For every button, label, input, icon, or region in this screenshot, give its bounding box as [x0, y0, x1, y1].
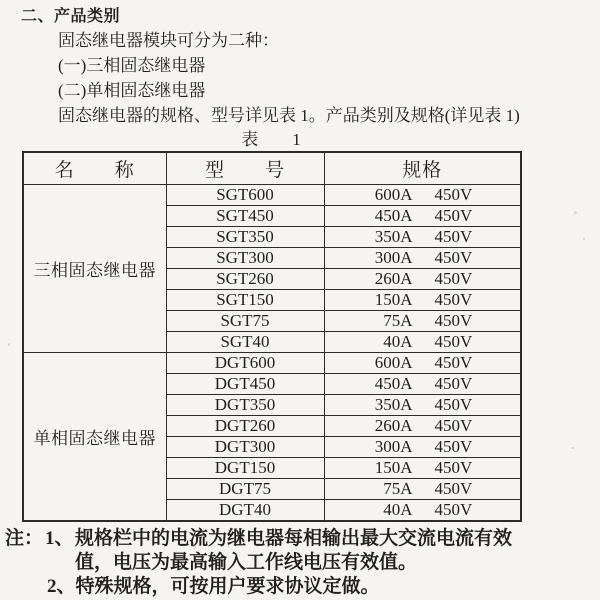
note-number: 1、 — [45, 528, 74, 549]
current-value: 600A — [374, 352, 413, 372]
intro-line: (一)三相固态继电器 — [58, 56, 206, 75]
model-cell: DGT150 — [166, 457, 324, 478]
spec-cell — [324, 436, 521, 457]
voltage-value: 450V — [434, 499, 473, 519]
category-name-cell: 三相固态继电器 — [23, 184, 166, 352]
current-value: 75A — [383, 478, 413, 498]
spec-cell — [324, 310, 521, 331]
voltage-value: 450V — [434, 205, 473, 225]
model-cell: SGT350 — [166, 226, 324, 247]
spec-cell — [324, 499, 521, 521]
spec-cell — [324, 289, 521, 310]
spec-cell — [324, 373, 521, 394]
note-text: 值，电压为最高输入工作线电压有效值。 — [75, 552, 418, 573]
voltage-value: 450V — [434, 352, 473, 372]
current-value: 150A — [374, 457, 413, 477]
current-value: 40A — [383, 331, 413, 351]
note-line — [5, 551, 597, 575]
spec-cell — [324, 205, 521, 226]
voltage-value: 450V — [434, 268, 473, 288]
current-value: 260A — [374, 415, 413, 435]
voltage-value: 450V — [434, 226, 473, 246]
spec-cell — [324, 478, 521, 499]
model-cell: SGT40 — [166, 331, 324, 352]
category-name-cell: 单相固态继电器 — [23, 352, 166, 521]
model-cell: SGT75 — [166, 310, 324, 331]
voltage-value: 450V — [434, 415, 473, 435]
spec-cell — [324, 226, 521, 247]
note-text: 规格栏中的电流为继电器每相输出最大交流电流有效 — [75, 528, 513, 549]
model-cell: DGT300 — [166, 436, 324, 457]
spec-cell — [324, 394, 521, 415]
voltage-value: 450V — [434, 373, 473, 393]
table-row — [23, 184, 521, 205]
table-row — [23, 352, 521, 373]
current-value: 260A — [374, 268, 413, 288]
current-value: 600A — [374, 184, 413, 204]
spec-cell — [324, 352, 521, 373]
table-caption: 表 1 — [241, 130, 301, 149]
model-cell: DGT350 — [166, 394, 324, 415]
model-cell: SGT260 — [166, 268, 324, 289]
scan-speck — [571, 447, 574, 449]
voltage-value: 450V — [434, 457, 473, 477]
spec-cell — [324, 247, 521, 268]
current-value: 75A — [383, 310, 413, 330]
intro-paragraph — [58, 28, 520, 128]
spec-cell — [324, 457, 521, 478]
voltage-value: 450V — [434, 394, 473, 414]
model-cell: DGT260 — [166, 415, 324, 436]
table-header-row — [23, 152, 521, 184]
intro-line: 固态继电器模块可分为二种： — [58, 31, 279, 50]
current-value: 450A — [374, 373, 413, 393]
footnotes — [5, 527, 597, 599]
scan-speck — [583, 238, 585, 240]
spec-cell — [324, 184, 521, 205]
spec-cell — [324, 415, 521, 436]
voltage-value: 450V — [434, 310, 473, 330]
model-cell: DGT450 — [166, 373, 324, 394]
header-spec: 规格 — [324, 152, 521, 184]
note-line — [5, 575, 597, 599]
voltage-value: 450V — [434, 436, 473, 456]
current-value: 350A — [374, 394, 413, 414]
notes-label: 注： — [5, 528, 44, 549]
model-cell: DGT75 — [166, 478, 324, 499]
current-value: 40A — [383, 499, 413, 519]
note-number: 2、 — [47, 576, 76, 597]
current-value: 450A — [374, 205, 413, 225]
model-cell: SGT300 — [166, 247, 324, 268]
model-cell: SGT600 — [166, 184, 324, 205]
note-line — [5, 527, 597, 551]
model-cell: SGT150 — [166, 289, 324, 310]
voltage-value: 450V — [434, 478, 473, 498]
intro-line: 固态继电器的规格、型号详见表 1。产品类别及规格(详见表 1) — [58, 106, 520, 125]
model-cell: SGT450 — [166, 205, 324, 226]
table-body — [23, 184, 521, 521]
spec-cell — [324, 331, 521, 352]
current-value: 350A — [374, 226, 413, 246]
current-value: 300A — [374, 436, 413, 456]
header-model: 型 号 — [166, 152, 324, 184]
voltage-value: 450V — [434, 184, 473, 204]
voltage-value: 450V — [434, 331, 473, 351]
product-spec-table — [22, 151, 522, 522]
section-heading: 二、产品类别 — [21, 8, 121, 25]
voltage-value: 450V — [434, 289, 473, 309]
intro-line: (二)单相固态继电器 — [58, 81, 206, 100]
current-value: 150A — [374, 289, 413, 309]
voltage-value: 450V — [434, 247, 473, 267]
current-value: 300A — [374, 247, 413, 267]
spec-cell — [324, 268, 521, 289]
model-cell: DGT600 — [166, 352, 324, 373]
header-name: 名 称 — [23, 152, 166, 184]
scan-speck — [574, 211, 577, 214]
model-cell: DGT40 — [166, 499, 324, 521]
note-text: 特殊规格，可按用户要求协议定做。 — [75, 576, 380, 597]
scan-speck — [8, 343, 10, 346]
scan-speck — [420, 119, 422, 121]
